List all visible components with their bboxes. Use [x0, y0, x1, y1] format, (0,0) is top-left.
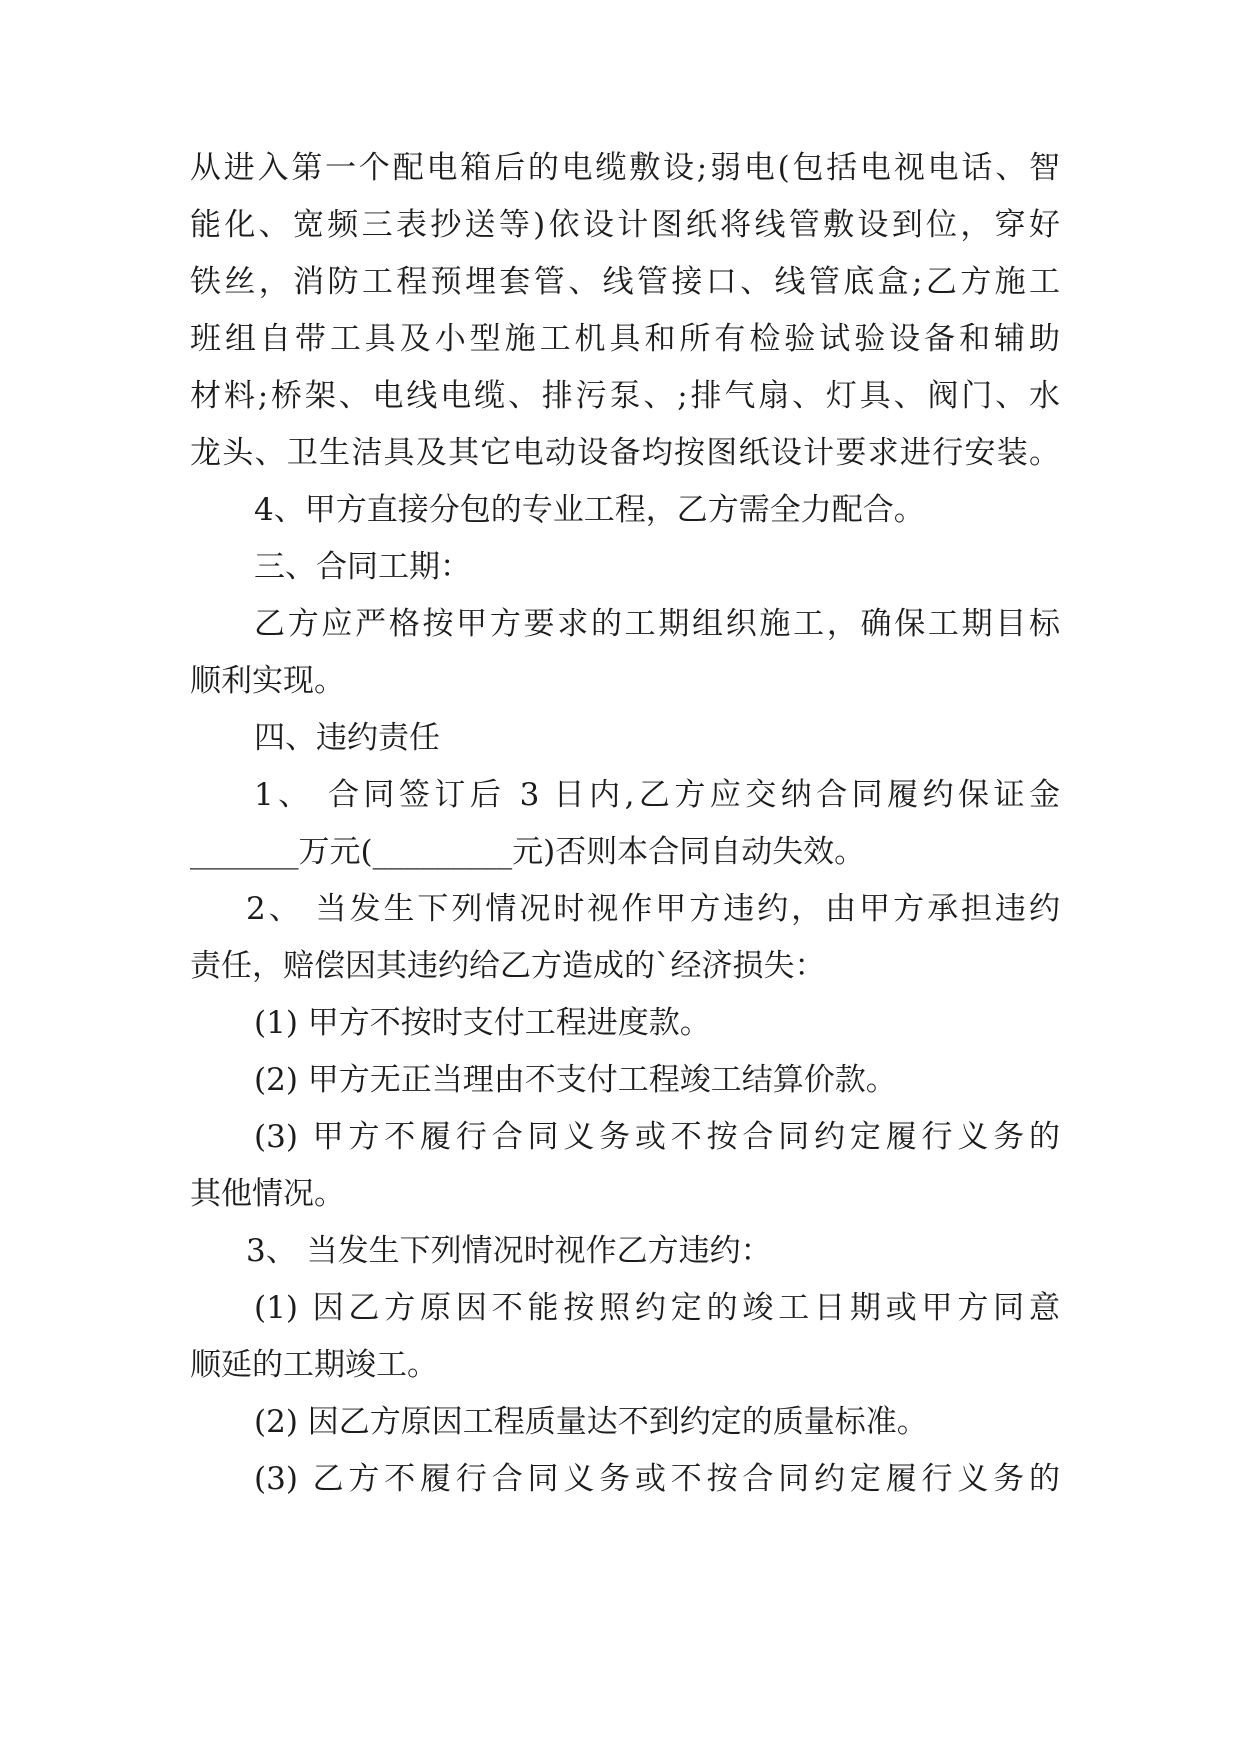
list-item: (3) 甲方不履行合同义务或不按合同约定履行义务的 [254, 1119, 1060, 1155]
text-line: 龙头、卫生洁具及其它电动设备均按图纸设计要求进行安装。 [190, 435, 1060, 471]
text-line: 3、 当发生下列情况时视作乙方违约： [246, 1233, 772, 1269]
text-line: 乙方应严格按甲方要求的工期组织施工，确保工期目标 [254, 606, 1060, 642]
text-line: 铁丝，消防工程预埋套管、线管接口、线管底盒;乙方施工 [190, 264, 1060, 300]
text-line: _______万元(_________元)否则本合同自动失效。 [190, 834, 866, 870]
text-line: 从进入第一个配电箱后的电缆敷设;弱电(包括电视电话、智 [190, 150, 1060, 186]
list-item: (2) 因乙方原因工程质量达不到约定的质量标准。 [254, 1404, 928, 1440]
text-line: 顺利实现。 [190, 663, 345, 699]
text-line: 材料;桥架、电线电缆、排污泵、;排气扇、灯具、阀门、水 [190, 378, 1060, 414]
text-line: 4、甲方直接分包的专业工程，乙方需全力配合。 [254, 492, 925, 528]
text-line: 能化、宽频三表抄送等)依设计图纸将线管敷设到位，穿好 [190, 207, 1060, 243]
text-line: 2、 当发生下列情况时视作甲方违约，由甲方承担违约 [246, 891, 1060, 927]
text-line: 顺延的工期竣工。 [190, 1347, 438, 1383]
text-line: 责任，赔偿因其违约给乙方造成的`经济损失： [190, 948, 826, 984]
text-line: 其他情况。 [190, 1176, 345, 1212]
list-item: (2) 甲方无正当理由不支付工程竣工结算价款。 [254, 1062, 897, 1098]
list-item: (3) 乙方不履行合同义务或不按合同约定履行义务的 [254, 1461, 1060, 1497]
list-item: (1) 因乙方原因不能按照约定的竣工日期或甲方同意 [254, 1290, 1060, 1326]
text-line: 1、 合同签订后 3 日内,乙方应交纳合同履约保证金 [254, 777, 1060, 813]
section-heading: 四、违约责任 [254, 720, 440, 756]
list-item: (1) 甲方不按时支付工程进度款。 [254, 1005, 711, 1041]
section-heading: 三、合同工期： [254, 549, 471, 585]
text-line: 班组自带工具及小型施工机具和所有检验试验设备和辅助 [190, 321, 1060, 357]
